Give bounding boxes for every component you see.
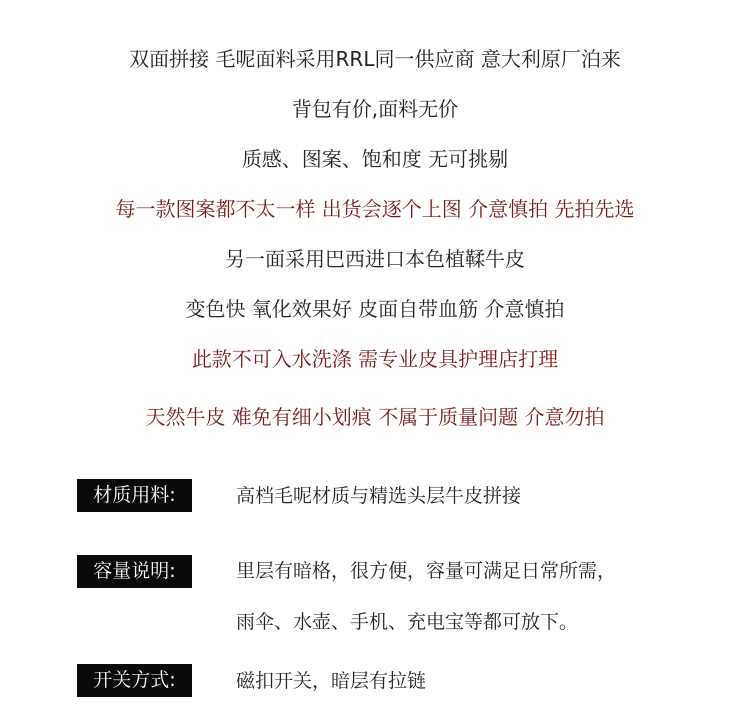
- closure-value: 磁扣开关，暗层有拉链: [236, 670, 427, 692]
- description-line-6: 变色快 氧化效果好 皮面自带血筋 介意慎拍: [185, 297, 565, 321]
- description-line-8-warning: 天然牛皮 难免有细小划痕 不属于质量问题 介意勿拍: [145, 405, 605, 429]
- material-label: 材质用料:: [77, 479, 192, 512]
- description-line-5: 另一面采用巴西进口本色植鞣牛皮: [225, 247, 525, 271]
- description-line-3: 质感、图案、饱和度 无可挑剔: [241, 147, 509, 171]
- capacity-value-line-2: 雨伞、水壶、手机、充电宝等都可放下。: [236, 611, 579, 633]
- closure-label: 开关方式:: [77, 664, 192, 697]
- material-value: 高档毛呢材质与精选头层牛皮拼接: [236, 485, 522, 507]
- description-line-1: 双面拼接 毛呢面料采用RRL同一供应商 意大利原厂泊来: [129, 47, 621, 71]
- description-line-7-warning: 此款不可入水洗涤 需专业皮具护理店打理: [191, 347, 559, 371]
- capacity-value-line-1: 里层有暗格，很方便，容量可满足日常所需，: [236, 560, 617, 582]
- description-line-2: 背包有价,面料无价: [291, 97, 459, 121]
- capacity-label: 容量说明:: [77, 555, 192, 588]
- description-line-4-warning: 每一款图案都不太一样 出货会逐个上图 介意慎拍 先拍先选: [115, 197, 635, 221]
